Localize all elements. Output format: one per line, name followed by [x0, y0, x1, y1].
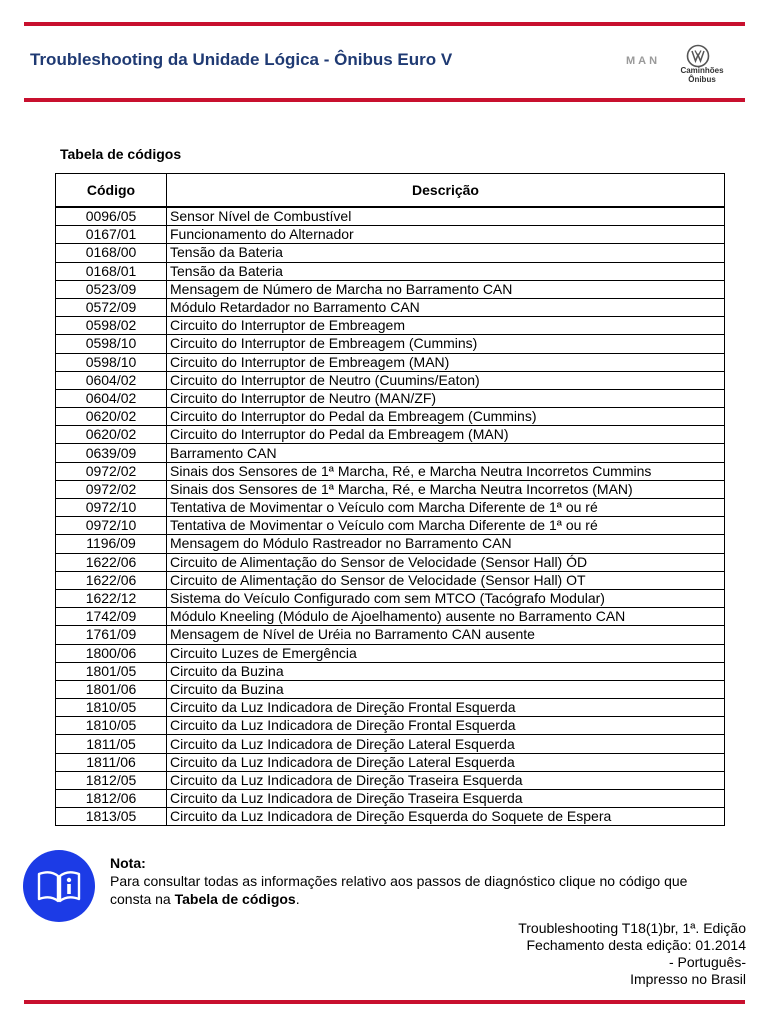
description-cell: Módulo Retardador no Barramento CAN [167, 298, 725, 316]
logo-line-1: Caminhões [680, 66, 724, 75]
description-cell: Circuito do Interruptor de Embreagem (MAN) [167, 353, 725, 371]
description-cell: Circuito da Luz Indicadora de Direção Lateral Esquerda [167, 735, 725, 753]
table-row [56, 444, 725, 462]
code-cell[interactable]: 0523/09 [56, 280, 167, 298]
codes-table [55, 173, 725, 826]
code-cell[interactable]: 0572/09 [56, 298, 167, 316]
edition-line-2: Fechamento desta edição: 01.2014 [526, 937, 746, 953]
description-cell: Circuito da Buzina [167, 680, 725, 698]
edition-line-4: Impresso no Brasil [630, 971, 746, 987]
description-cell: Sinais dos Sensores de 1ª Marcha, Ré, e Marcha Neutra Incorretos (MAN) [167, 480, 725, 498]
code-cell[interactable]: 1812/06 [56, 790, 167, 808]
description-cell: Tensão da Bateria [167, 244, 725, 262]
edition-info [518, 920, 746, 988]
table-row [56, 462, 725, 480]
description-cell: Circuito da Buzina [167, 662, 725, 680]
table-row [56, 426, 725, 444]
code-cell[interactable]: 1811/06 [56, 753, 167, 771]
table-row [56, 753, 725, 771]
code-cell[interactable]: 1800/06 [56, 644, 167, 662]
description-cell: Barramento CAN [167, 444, 725, 462]
table-row [56, 808, 725, 826]
code-cell[interactable]: 0972/10 [56, 517, 167, 535]
code-cell[interactable]: 0972/02 [56, 462, 167, 480]
description-cell: Circuito da Luz Indicadora de Direção Traseira Esquerda [167, 790, 725, 808]
table-row [56, 717, 725, 735]
man-logo-text: MAN [626, 55, 661, 66]
code-cell[interactable]: 1801/06 [56, 680, 167, 698]
description-cell: Módulo Kneeling (Módulo de Ajoelhamento) ausente no Barramento CAN [167, 608, 725, 626]
table-row [56, 244, 725, 262]
code-cell[interactable]: 0096/05 [56, 207, 167, 226]
description-cell: Mensagem de Nível de Uréia no Barramento CAN ausente [167, 626, 725, 644]
description-cell: Tentativa de Movimentar o Veículo com Marcha Diferente de 1ª ou ré [167, 499, 725, 517]
table-row [56, 280, 725, 298]
table-row [56, 699, 725, 717]
table-caption: Tabela de códigos [60, 146, 182, 162]
description-cell: Circuito Luzes de Emergência [167, 644, 725, 662]
table-row [56, 680, 725, 698]
code-cell[interactable]: 1196/09 [56, 535, 167, 553]
code-cell[interactable]: 0598/10 [56, 335, 167, 353]
table-row [56, 626, 725, 644]
description-cell: Circuito de Alimentação do Sensor de Velocidade (Sensor Hall) OT [167, 571, 725, 589]
table-header-row [56, 174, 725, 208]
description-cell: Circuito do Interruptor do Pedal da Embreagem (Cummins) [167, 408, 725, 426]
code-cell[interactable]: 0620/02 [56, 408, 167, 426]
book-info-icon [37, 868, 81, 904]
code-cell[interactable]: 1761/09 [56, 626, 167, 644]
table-row [56, 571, 725, 589]
logo-line-2: Ônibus [688, 75, 716, 84]
table-row [56, 517, 725, 535]
code-cell[interactable]: 0604/02 [56, 371, 167, 389]
code-cell[interactable]: 0604/02 [56, 389, 167, 407]
table-row [56, 771, 725, 789]
table-body [56, 207, 725, 826]
description-cell: Circuito da Luz Indicadora de Direção Esquerda do Soquete de Espera [167, 808, 725, 826]
table-row [56, 371, 725, 389]
column-header-code: Código [56, 174, 167, 208]
code-cell[interactable]: 1742/09 [56, 608, 167, 626]
table-row [56, 408, 725, 426]
code-cell[interactable]: 0598/02 [56, 317, 167, 335]
table-row [56, 735, 725, 753]
description-cell: Funcionamento do Alternador [167, 226, 725, 244]
note-badge [23, 850, 95, 922]
edition-line-1: Troubleshooting T18(1)br, 1ª. Edição [518, 920, 746, 936]
table-row [56, 317, 725, 335]
note-text-main: Para consultar todas as informações relativo aos passos de diagnóstico clique no código que consta na [110, 873, 688, 907]
table-row [56, 608, 725, 626]
code-cell[interactable]: 1622/06 [56, 553, 167, 571]
description-cell: Circuito de Alimentação do Sensor de Velocidade (Sensor Hall) ÓD [167, 553, 725, 571]
code-cell[interactable]: 1622/12 [56, 589, 167, 607]
code-cell[interactable]: 0167/01 [56, 226, 167, 244]
table-row [56, 480, 725, 498]
note-title: Nota: [110, 855, 146, 871]
table-row [56, 335, 725, 353]
description-cell: Tensão da Bateria [167, 262, 725, 280]
note-text [110, 872, 730, 908]
table-row [56, 535, 725, 553]
description-cell: Circuito do Interruptor de Embreagem (Cummins) [167, 335, 725, 353]
table-row [56, 662, 725, 680]
edition-line-3: - Português- [668, 954, 746, 970]
code-cell[interactable]: 1813/05 [56, 808, 167, 826]
code-cell[interactable]: 0972/02 [56, 480, 167, 498]
description-cell: Circuito da Luz Indicadora de Direção Frontal Esquerda [167, 699, 725, 717]
table-row [56, 553, 725, 571]
document-title: Troubleshooting da Unidade Lógica - Ônibus Euro V [30, 50, 453, 69]
description-cell: Circuito do Interruptor de Neutro (MAN/ZF) [167, 389, 725, 407]
logo-caption [672, 66, 732, 84]
table-row [56, 644, 725, 662]
table-row [56, 298, 725, 316]
table-row [56, 262, 725, 280]
code-cell[interactable]: 1810/05 [56, 699, 167, 717]
table-row [56, 389, 725, 407]
description-cell: Sistema do Veículo Configurado com sem MTCO (Tacógrafo Modular) [167, 589, 725, 607]
description-cell: Circuito do Interruptor de Neutro (Cuumins/Eaton) [167, 371, 725, 389]
table-row [56, 499, 725, 517]
note-text-link[interactable]: Tabela de códigos [174, 891, 296, 907]
description-cell: Circuito do Interruptor de Embreagem [167, 317, 725, 335]
header-top-rule [24, 22, 745, 26]
column-header-description: Descrição [167, 174, 725, 208]
man-logo [626, 54, 676, 66]
description-cell: Circuito da Luz Indicadora de Direção Frontal Esquerda [167, 717, 725, 735]
table-row [56, 353, 725, 371]
table-row [56, 226, 725, 244]
description-cell: Sensor Nível de Combustível [167, 207, 725, 226]
description-cell: Mensagem do Módulo Rastreador no Barramento CAN [167, 535, 725, 553]
code-cell[interactable]: 0639/09 [56, 444, 167, 462]
note-text-end: . [295, 891, 300, 907]
code-cell[interactable]: 0620/02 [56, 426, 167, 444]
code-cell[interactable]: 1811/05 [56, 735, 167, 753]
description-cell: Circuito do Interruptor do Pedal da Embreagem (MAN) [167, 426, 725, 444]
description-cell: Mensagem de Número de Marcha no Barramento CAN [167, 280, 725, 298]
table-row [56, 207, 725, 226]
description-cell: Tentativa de Movimentar o Veículo com Marcha Diferente de 1ª ou ré [167, 517, 725, 535]
code-cell[interactable]: 1812/05 [56, 771, 167, 789]
code-cell[interactable]: 1810/05 [56, 717, 167, 735]
header-bottom-rule [24, 98, 745, 102]
description-cell: Circuito da Luz Indicadora de Direção Traseira Esquerda [167, 771, 725, 789]
code-cell[interactable]: 0168/01 [56, 262, 167, 280]
table-row [56, 790, 725, 808]
table-row [56, 589, 725, 607]
description-cell: Circuito da Luz Indicadora de Direção Lateral Esquerda [167, 753, 725, 771]
code-cell[interactable]: 1622/06 [56, 571, 167, 589]
vw-logo-icon [686, 44, 710, 68]
code-cell[interactable]: 1801/05 [56, 662, 167, 680]
code-cell[interactable]: 0168/00 [56, 244, 167, 262]
footer-rule [24, 1000, 745, 1004]
code-cell[interactable]: 0972/10 [56, 499, 167, 517]
description-cell: Sinais dos Sensores de 1ª Marcha, Ré, e Marcha Neutra Incorretos Cummins [167, 462, 725, 480]
code-cell[interactable]: 0598/10 [56, 353, 167, 371]
